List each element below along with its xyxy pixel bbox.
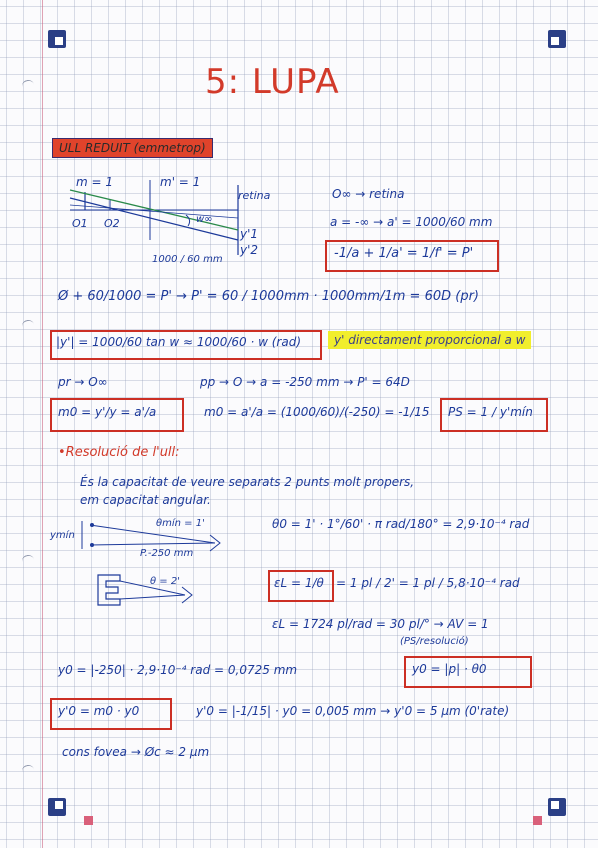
ps-formula: PS = 1 / y'mín (448, 405, 533, 419)
pr-line: pr → O∞ (58, 375, 108, 389)
pink-marker (533, 816, 542, 825)
note-o-retina: O∞ → retina (332, 187, 405, 201)
resolution-text-line1: És la capacitat de veure separats 2 punts molt propers, (80, 475, 415, 489)
proportional-note: y' directament proporcional a w (328, 334, 531, 347)
y1-label: y'1 (240, 227, 259, 241)
retina-label: retina (238, 189, 271, 202)
o2-label: O2 (104, 217, 120, 230)
resolving-power-formula: εL = 1/θ (274, 576, 324, 590)
focal-label: 1000 / 60 mm (152, 254, 223, 265)
corner-marker-icon (48, 30, 66, 48)
magnification-formula: m0 = y'/y = a'/a (58, 405, 157, 419)
pink-marker (84, 816, 93, 825)
resolving-power-result: εL = 1724 pl/rad = 30 pl/° → AV = 1 (272, 617, 489, 631)
theta-min-label: θmín = 1' (156, 518, 205, 529)
y0-formula: y0 = |p| · θ0 (412, 662, 487, 676)
punch-hole (21, 319, 35, 332)
m-left-label: m = 1 (76, 175, 114, 189)
note-a-infinity: a = -∞ → a' = 1000/60 mm (330, 215, 493, 229)
section-heading-ull-reduit: ULL REDUIT (emmetrop) (52, 142, 213, 155)
distance-label: P.-250 mm (140, 548, 194, 559)
punch-hole (21, 79, 35, 92)
corner-marker-icon (548, 798, 566, 816)
section-heading-resolucio: •Resolució de l'ull: (58, 445, 180, 460)
y0-calculation: y0 = |-250| · 2,9·10⁻⁴ rad = 0,0725 mm (58, 663, 298, 677)
m-right-label: m' = 1 (160, 175, 201, 189)
resolving-power-note: (PS/resolució) (400, 636, 469, 647)
y0-image-calc: y'0 = |-1/15| · y0 = 0,005 mm → y'0 = 5 µm (0'rate) (196, 704, 510, 718)
corner-marker-icon (548, 30, 566, 48)
fovea-note: cons fovea → Øc ≈ 2 µm (62, 745, 210, 759)
theta-calculation: θ0 = 1' · 1°/60' · π rad/180° = 2,9·10⁻⁴ rad (272, 517, 530, 531)
margin-line (42, 0, 43, 848)
page-title: 5: LUPA (205, 62, 340, 102)
punch-hole (21, 554, 35, 567)
ymin-label: ymín (50, 530, 75, 541)
y0-image-formula: y'0 = m0 · y0 (58, 704, 140, 718)
magnification-calc: m0 = a'/a = (1000/60)/(-250) = -1/15 (204, 405, 430, 419)
omega-label: w∞ (196, 214, 213, 225)
pp-line: pp → O → a = -250 mm → P' = 64D (200, 375, 410, 389)
image-size-formula: |y'| = 1000/60 tan w ≈ 1000/60 · w (rad) (56, 335, 302, 349)
o1-label: O1 (72, 217, 88, 230)
resolving-power-calc: = 1 pl / 2' = 1 pl / 5,8·10⁻⁴ rad (336, 576, 520, 590)
y2-label: y'2 (240, 243, 259, 257)
power-calculation: Ø + 60/1000 = P' → P' = 60 / 1000mm · 1000mm/1m = 60D (pr) (58, 289, 479, 304)
punch-hole (21, 764, 35, 777)
corner-marker-icon (48, 798, 66, 816)
resolution-diagram (60, 515, 230, 615)
theta2-label: θ = 2' (150, 576, 180, 587)
lens-formula: -1/a + 1/a' = 1/f' = P' (334, 246, 474, 261)
resolution-text-line2: em capacitat angular. (80, 493, 211, 507)
